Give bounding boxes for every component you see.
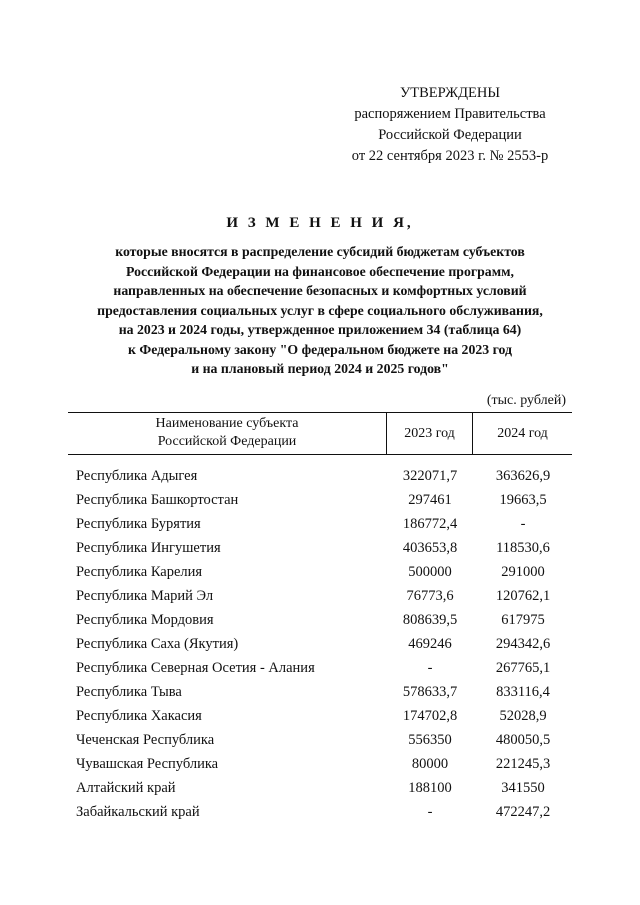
approval-line: Российской Федерации [378,127,522,143]
table-row [0,564,640,588]
table-row [0,684,640,708]
value-2023: 403653,8 [402,540,458,556]
subtitle-line: предоставления социальных услуг в сфере социального обслуживания, [97,302,543,318]
table-row [0,660,640,684]
region-name: Республика Северная Осетия - Алания [76,660,315,676]
units-note: (тыс. рублей) [486,393,566,408]
value-2023: 578633,7 [402,684,458,700]
subtitle-line: и на плановый период 2024 и 2025 годов" [191,361,449,376]
value-2023: 322071,7 [402,468,458,484]
approval-line: распоряжением Правительства [354,106,546,122]
table-row [0,804,640,828]
value-2023: 297461 [408,492,452,508]
approval-block [340,83,560,167]
column-header-name [68,415,386,451]
subtitle-line: к Федеральному закону "О федеральном бюджете на 2023 год [127,341,513,357]
region-name: Забайкальский край [76,804,200,820]
value-2024: 291000 [501,564,545,580]
column-header-2024: 2024 год [497,426,548,441]
table-row [0,492,640,516]
region-name: Республика Марий Эл [76,588,214,604]
column-header-2023: 2023 год [404,426,455,441]
approval-heading: УТВЕРЖДЕНЫ [399,85,501,101]
column-header-name-line: Российской Федерации [157,434,297,449]
region-name: Алтайский край [76,780,176,796]
value-2024: 363626,9 [495,468,551,484]
value-2024: 120762,1 [495,588,551,604]
value-2024: - [520,516,526,532]
region-name: Республика Карелия [76,564,203,580]
value-2024: 52028,9 [499,708,547,724]
table-row [0,780,640,804]
table-row [0,636,640,660]
value-2023: 80000 [411,756,449,772]
table-row [0,708,640,732]
value-2024: 294342,6 [495,636,551,652]
table-row [0,756,640,780]
table-header-bottom-border [68,454,572,455]
region-name: Республика Саха (Якутия) [76,636,239,652]
value-2023: 469246 [408,636,452,652]
subtitle-line: направленных на обеспечение безопасных и комфортных условий [113,283,527,298]
value-2024: 19663,5 [499,492,547,508]
value-2023: - [427,804,433,820]
value-2024: 472247,2 [495,804,551,820]
region-name: Республика Ингушетия [76,540,221,556]
value-2024: 480050,5 [495,732,551,748]
value-2023: 76773,6 [406,588,454,604]
value-2023: 186772,4 [402,516,458,532]
value-2024: 221245,3 [495,756,551,772]
value-2024: 267765,1 [495,660,551,676]
region-name: Республика Башкортостан [76,492,239,508]
table-row [0,588,640,612]
table-row [0,468,640,492]
table-top-border [68,412,572,413]
subtitle-line: на 2023 и 2024 годы, утвержденное приложением 34 (таблица 64) [118,322,522,337]
value-2023: 808639,5 [402,612,458,628]
value-2024: 617975 [501,612,545,628]
region-name: Республика Тыва [76,684,182,700]
document-subtitle [40,242,600,379]
value-2023: 174702,8 [402,708,458,724]
value-2024: 118530,6 [496,540,550,556]
region-name: Чувашская Республика [76,756,219,772]
approval-date: от 22 сентября 2023 г. № 2553-р [351,148,549,164]
subtitle-line: Российской Федерации на финансовое обеспечение программ, [126,263,514,279]
region-name: Республика Бурятия [76,516,201,532]
value-2023: 500000 [408,564,452,580]
region-name: Чеченская Республика [76,732,215,748]
value-2024: 341550 [501,780,545,796]
table-row [0,516,640,540]
region-name: Республика Хакасия [76,708,202,724]
value-2023: - [427,660,433,676]
region-name: Республика Мордовия [76,612,214,628]
value-2024: 833116,4 [496,684,550,700]
table-row [0,612,640,636]
subtitle-line: которые вносятся в распределение субсидий бюджетам субъектов [115,244,525,259]
value-2023: 188100 [408,780,452,796]
table-row [0,540,640,564]
document-title: И З М Е Н Е Н И Я, [226,215,414,231]
value-2023: 556350 [408,732,452,748]
column-header-name-line: Наименование субъекта [155,416,299,431]
table-row [0,732,640,756]
region-name: Республика Адыгея [76,468,198,484]
